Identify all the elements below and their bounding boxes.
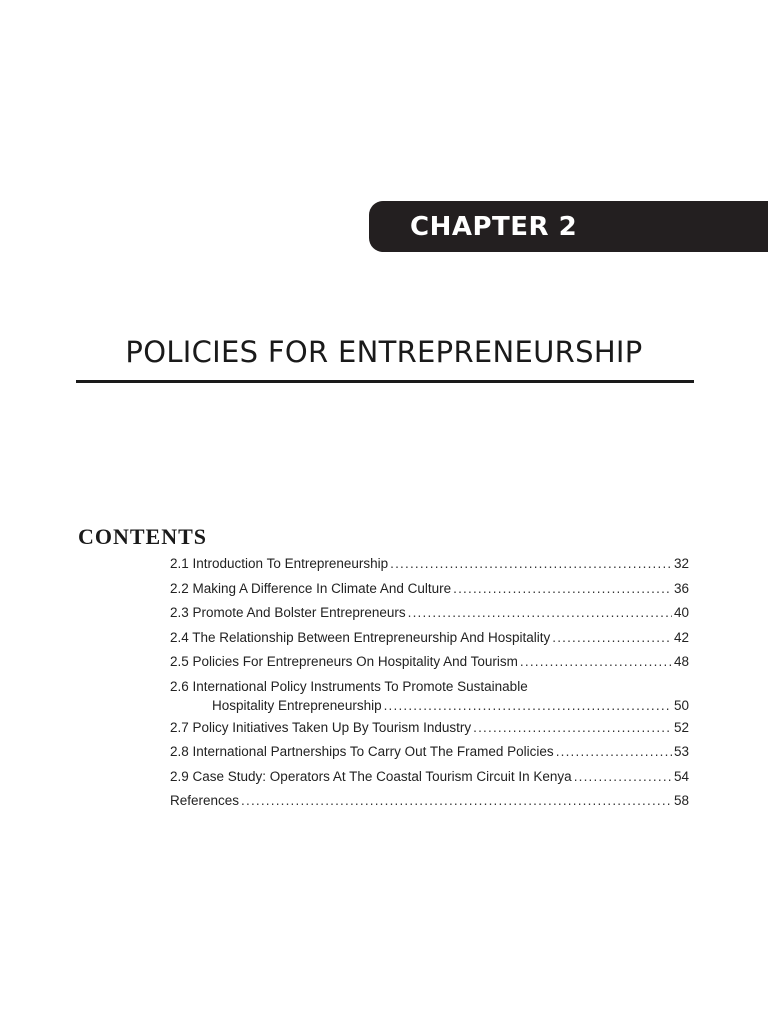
toc-entry-page: 42: [673, 629, 689, 645]
toc-entry-page: 50: [673, 697, 689, 713]
toc-entry[interactable]: [170, 716, 689, 741]
toc-entry-title-continued: Hospitality Entrepreneurship: [212, 697, 382, 713]
toc-entry-title: 2.8 International Partnerships To Carry Out The Framed Policies: [170, 744, 554, 759]
toc-entry-page: 32: [673, 556, 689, 571]
toc-entry[interactable]: [170, 577, 689, 602]
toc-entry-page: 54: [673, 768, 689, 784]
toc-leader-dots: [473, 716, 672, 741]
toc-entry-title: References: [170, 793, 240, 808]
toc-entry-title: 2.7 Policy Initiatives Taken Up By Tourism Industry: [170, 719, 472, 735]
toc-leader-dots: [520, 650, 672, 675]
toc-entry-title: 2.4 The Relationship Between Entrepreneurship And Hospitality: [170, 629, 551, 645]
title-divider: [76, 380, 694, 383]
toc-entry[interactable]: [170, 626, 689, 651]
toc-entry-page: 52: [673, 719, 689, 735]
toc-entry-title: 2.9 Case Study: Operators At The Coastal Tourism Circuit In Kenya: [170, 768, 572, 784]
toc-entry-page: 40: [673, 605, 689, 620]
toc-leader-dots: [390, 552, 672, 577]
toc-entry-page: 48: [673, 654, 689, 669]
toc-entry[interactable]: [170, 601, 689, 626]
toc-entry[interactable]: [170, 740, 689, 765]
toc-entry-title: 2.2 Making A Difference In Climate And Culture: [170, 580, 452, 596]
toc-entry[interactable]: [170, 765, 689, 790]
toc-leader-dots: [552, 626, 672, 651]
chapter-title: POLICIES FOR ENTREPRENEURSHIP: [125, 335, 643, 369]
contents-heading: CONTENTS: [78, 524, 208, 549]
toc-entry-page: 58: [673, 793, 689, 808]
toc-entry-title: 2.3 Promote And Bolster Entrepreneurs: [170, 605, 406, 620]
toc-entry-page: 53: [673, 744, 689, 759]
toc-leader-dots: [574, 765, 672, 790]
toc-entry[interactable]: [170, 789, 689, 814]
toc-entry-title: 2.1 Introduction To Entrepreneurship: [170, 556, 389, 571]
toc-leader-dots: [384, 695, 672, 716]
chapter-label: CHAPTER 2: [410, 212, 578, 242]
toc-entry[interactable]: [170, 650, 689, 675]
toc-leader-dots: [241, 789, 672, 814]
toc-entry[interactable]: [170, 678, 689, 716]
toc-entry-title: 2.6 International Policy Instruments To Promote Sustainable: [170, 678, 528, 694]
toc-entry[interactable]: [170, 552, 689, 577]
table-of-contents: [170, 552, 689, 814]
toc-leader-dots: [453, 577, 672, 602]
chapter-tab: [369, 201, 768, 252]
toc-leader-dots: [556, 740, 672, 765]
toc-entry-page: 36: [673, 580, 689, 596]
toc-entry-title: 2.5 Policies For Entrepreneurs On Hospitality And Tourism: [170, 654, 518, 669]
toc-leader-dots: [408, 601, 672, 626]
